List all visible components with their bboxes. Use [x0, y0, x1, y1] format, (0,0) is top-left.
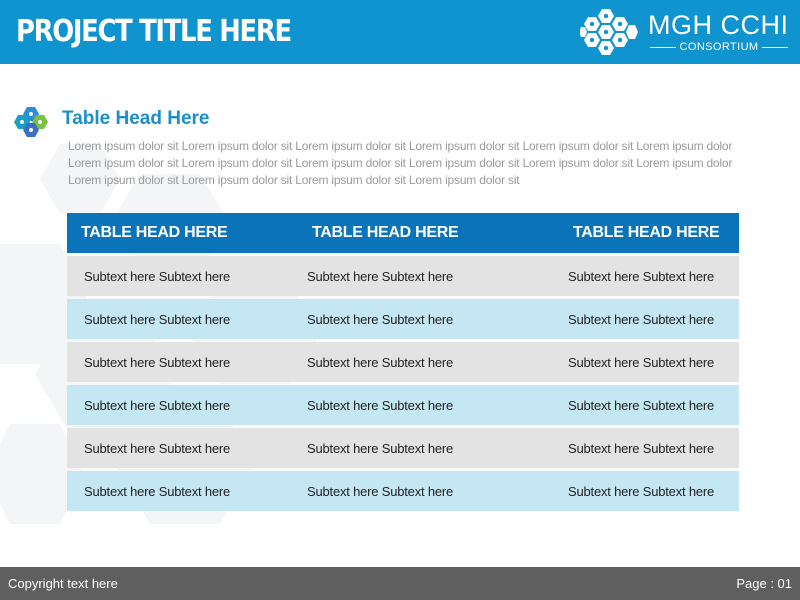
data-table	[67, 213, 739, 514]
table-cell: Subtext here Subtext here	[84, 268, 231, 284]
brand-rule-right	[762, 47, 788, 48]
table-cell: Subtext here Subtext here	[84, 354, 231, 370]
table-cell: Subtext here Subtext here	[307, 397, 454, 413]
table-cell: Subtext here Subtext here	[84, 397, 231, 413]
table-cell: Subtext here Subtext here	[568, 483, 715, 499]
table-row	[67, 428, 739, 468]
table-header-cell: TABLE HEAD HERE	[312, 224, 459, 241]
table-cell: Subtext here Subtext here	[307, 311, 454, 327]
table-cell: Subtext here Subtext here	[307, 440, 454, 456]
table-row	[67, 256, 739, 296]
section-title: Table Head Here	[62, 108, 210, 129]
table-cell: Subtext here Subtext here	[84, 311, 231, 327]
table-cell: Subtext here Subtext here	[568, 311, 715, 327]
footer-bar	[0, 567, 800, 600]
table-cell: Subtext here Subtext here	[307, 354, 454, 370]
table-cell: Subtext here Subtext here	[84, 440, 231, 456]
table-row	[67, 342, 739, 382]
header-bar	[0, 0, 800, 64]
table-cell: Subtext here Subtext here	[568, 268, 715, 284]
table-row	[67, 299, 739, 339]
table-cell: Subtext here Subtext here	[568, 397, 715, 413]
table-cell: Subtext here Subtext here	[307, 268, 454, 284]
table-cell: Subtext here Subtext here	[568, 440, 715, 456]
table-header-cell: TABLE HEAD HERE	[573, 224, 720, 241]
brand-subtitle: CONSORTIUM	[679, 41, 759, 53]
section-body-text: Lorem ipsum dolor sit Lorem ipsum dolor sit Lorem ipsum dolor sit Lorem ipsum dolor sit Lorem ipsum dolor sit Lorem ipsum dolor Lorem ipsum dolor sit Lorem ipsum dolor sit Lorem ipsum dolor sit Lorem ipsum dolor sit Lorem ipsum dolor sit Lorem ipsum dolor Lorem ipsum dolor sit Lorem ipsum dolor sit Lorem ipsum dolor sit Lorem ipsum dolor sit	[68, 139, 733, 187]
table-row	[67, 385, 739, 425]
page-number: Page : 01	[736, 576, 792, 591]
table-cell: Subtext here Subtext here	[84, 483, 231, 499]
copyright-text: Copyright text here	[8, 576, 118, 591]
hexagon-cluster-icon	[14, 106, 48, 138]
table-cell: Subtext here Subtext here	[307, 483, 454, 499]
table-row	[67, 471, 739, 511]
brand-name: MGH CCHI	[648, 10, 789, 40]
project-title: PROJECT TITLE HERE	[16, 14, 291, 49]
table-cell: Subtext here Subtext here	[568, 354, 715, 370]
brand-rule-left	[650, 47, 676, 48]
brand-subtitle-block	[650, 40, 788, 54]
table-header-cell: TABLE HEAD HERE	[81, 224, 228, 241]
table-header-row	[67, 213, 739, 253]
hexagon-network-icon	[580, 6, 638, 58]
